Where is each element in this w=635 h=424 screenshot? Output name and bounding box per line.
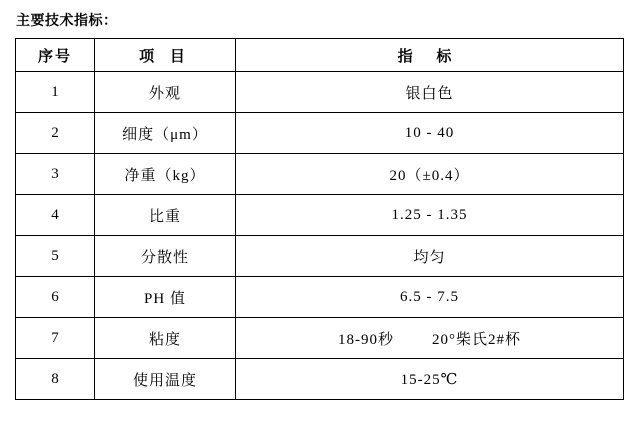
cell-index: 5	[16, 236, 95, 277]
cell-value: 15-25℃	[236, 359, 624, 400]
cell-value	[236, 318, 624, 359]
cell-item: 净重（kg）	[95, 154, 236, 195]
cell-value: 银白色	[236, 72, 624, 113]
cell-index: 1	[16, 72, 95, 113]
cell-value: 10 - 40	[236, 113, 624, 154]
table-row	[16, 236, 624, 277]
cell-item: 外观	[95, 72, 236, 113]
cell-item: 比重	[95, 195, 236, 236]
table-header	[16, 39, 624, 72]
table-row	[16, 359, 624, 400]
cell-index: 3	[16, 154, 95, 195]
table-header-row	[16, 39, 624, 72]
column-header-value: 指 标	[236, 39, 624, 72]
cell-index: 2	[16, 113, 95, 154]
cell-value-text: 18-90秒 20°柴氏2#杯	[338, 331, 521, 348]
cell-index: 4	[16, 195, 95, 236]
cell-index: 6	[16, 277, 95, 318]
cell-value: 20（±0.4）	[236, 154, 624, 195]
cell-value: 1.25 - 1.35	[236, 195, 624, 236]
table-row	[16, 277, 624, 318]
page-title: 主要技术指标：	[16, 12, 118, 28]
cell-index: 7	[16, 318, 95, 359]
cell-value: 6.5 - 7.5	[236, 277, 624, 318]
table-row	[16, 318, 624, 359]
table-body	[16, 72, 624, 400]
spec-table	[15, 38, 624, 400]
table-row	[16, 154, 624, 195]
cell-item: 粘度	[95, 318, 236, 359]
column-header-index: 序号	[16, 39, 95, 72]
column-header-item: 项 目	[95, 39, 236, 72]
table-row	[16, 195, 624, 236]
cell-item: 分散性	[95, 236, 236, 277]
table-row	[16, 72, 624, 113]
cell-item: PH 值	[95, 277, 236, 318]
cell-item: 细度（μm）	[95, 113, 236, 154]
cell-item: 使用温度	[95, 359, 236, 400]
cell-value: 均匀	[236, 236, 624, 277]
table-row	[16, 113, 624, 154]
cell-index: 8	[16, 359, 95, 400]
